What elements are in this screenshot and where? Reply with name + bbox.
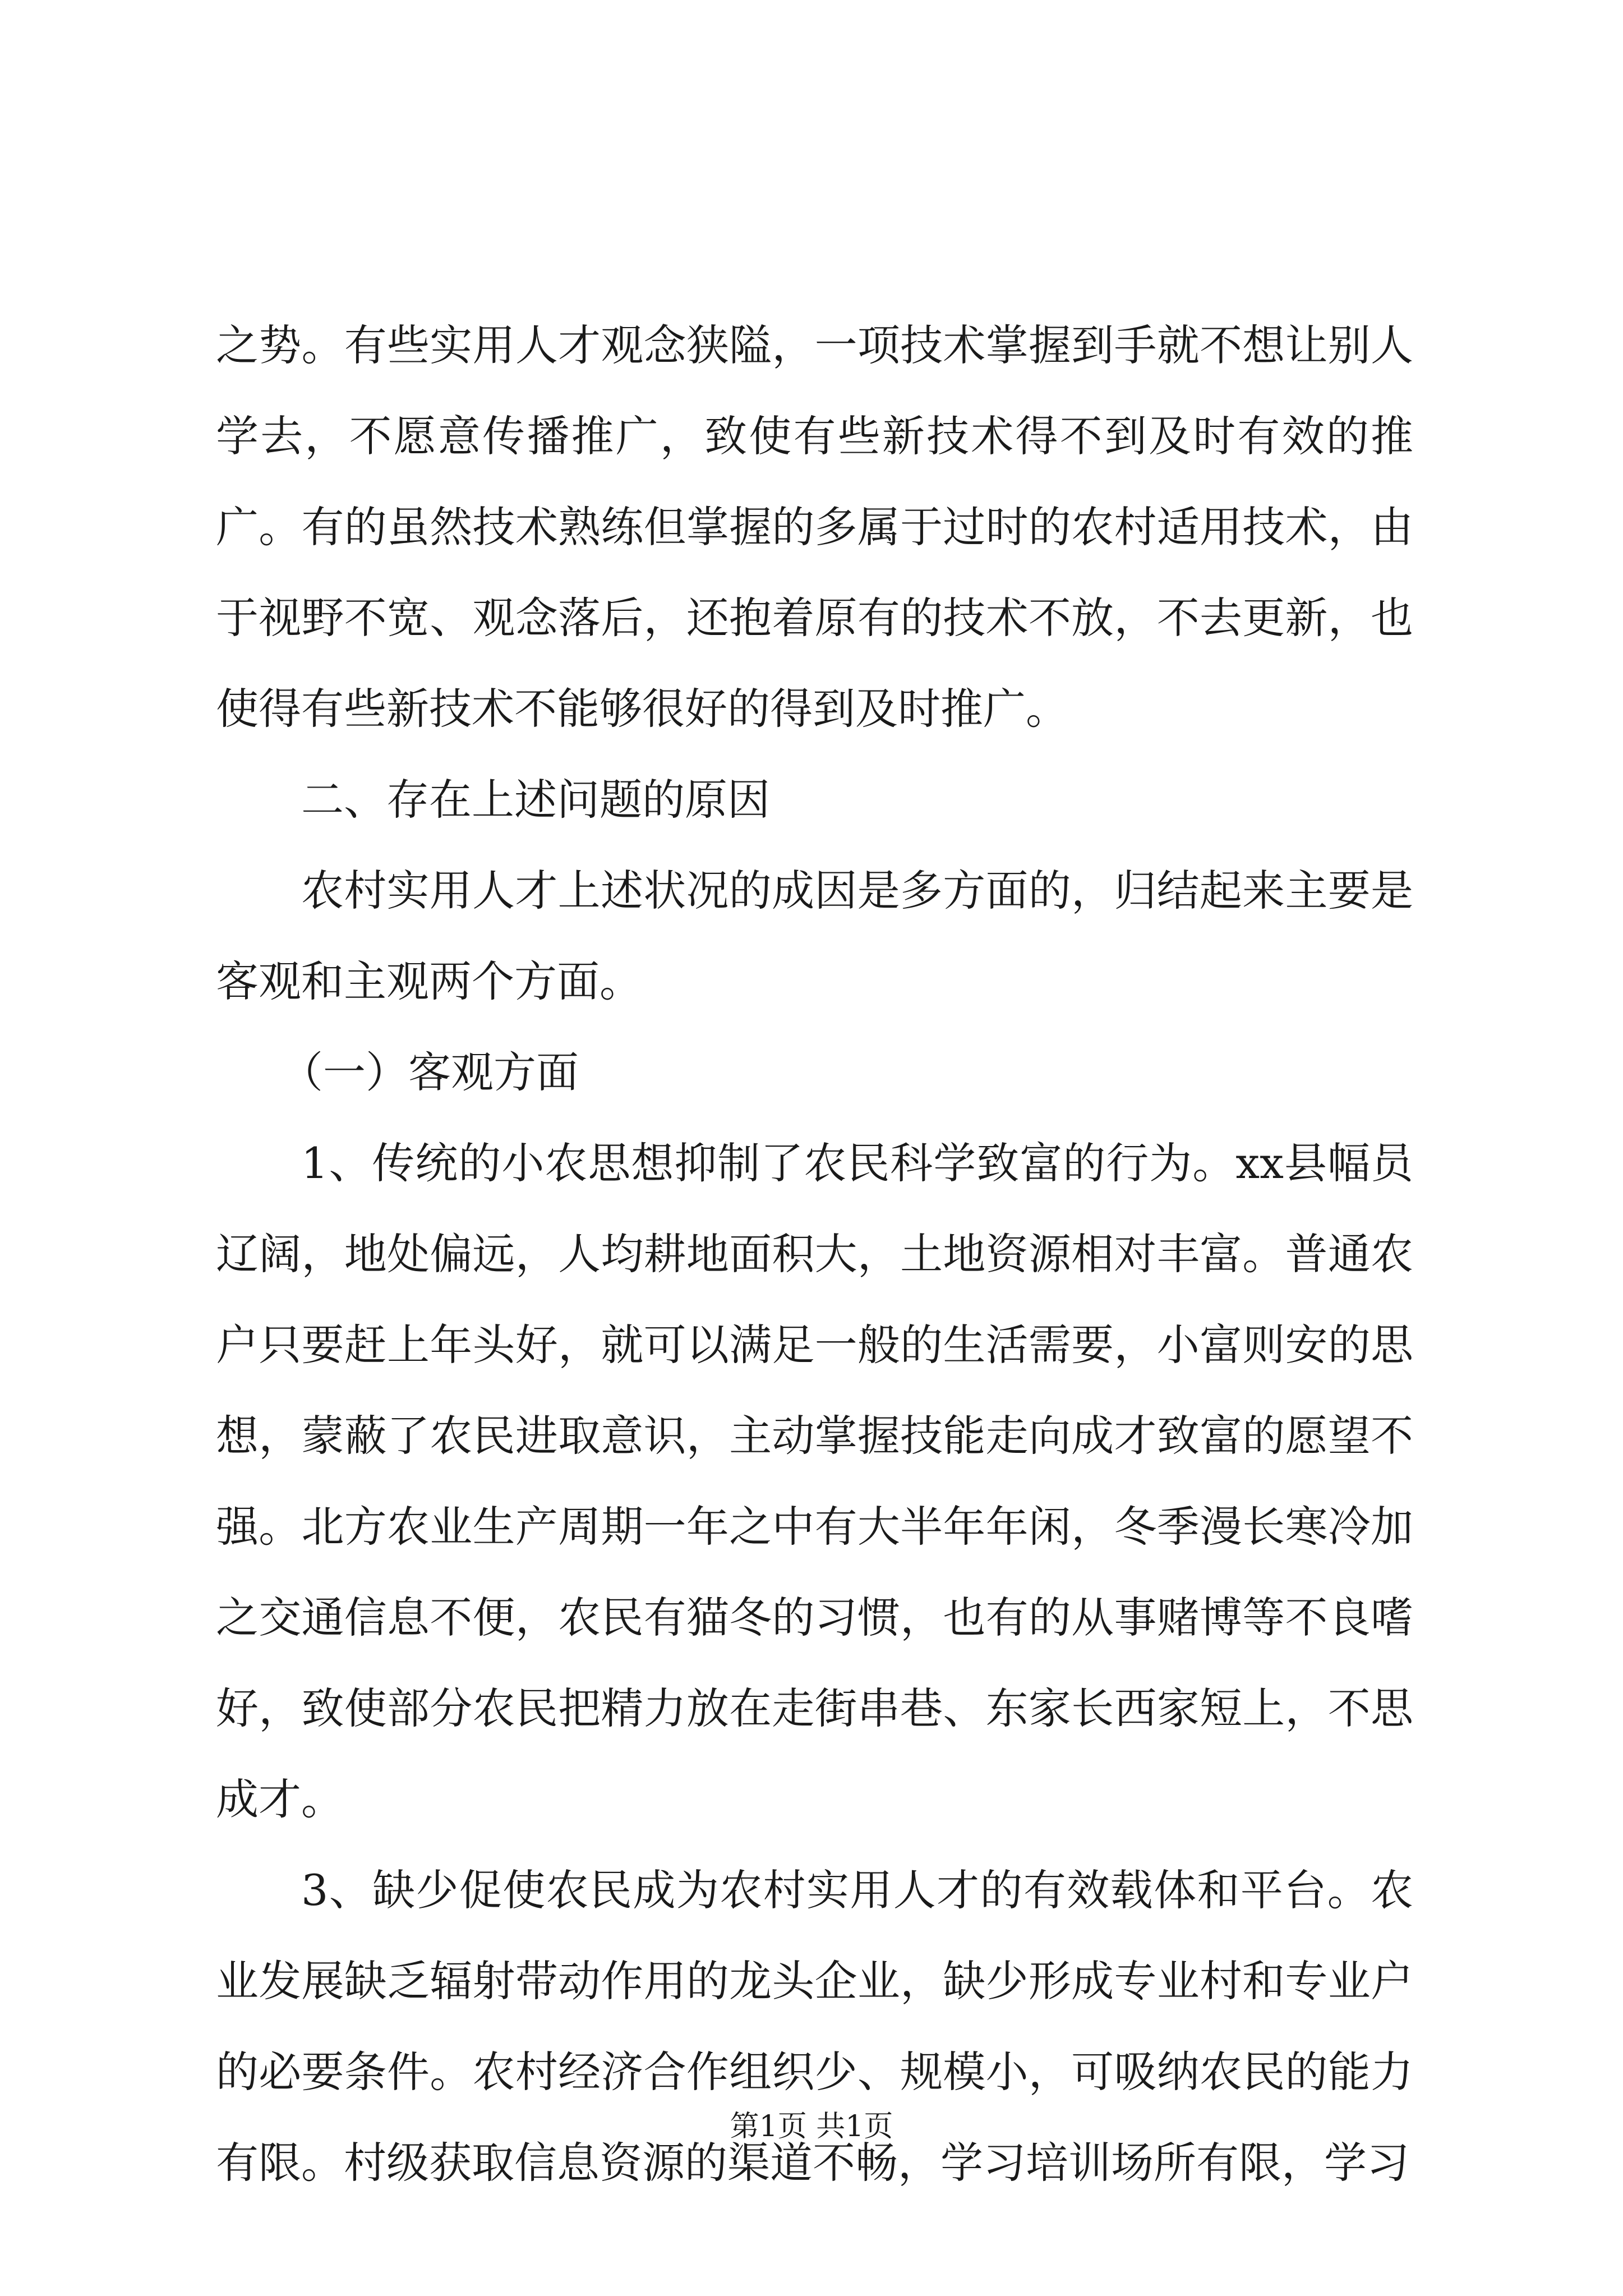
document-body	[216, 300, 1413, 2208]
subsection-heading: （一）客观方面	[280, 1047, 579, 1097]
paragraph-intro: 农村实用人才上述状况的成因是多方面的，归结起来主要是客观和主观两个方面。	[216, 866, 1413, 1006]
paragraph-continuation: 之势。有些实用人才观念狭隘，一项技术掌握到手就不想让别人学去，不愿意传播推广，致使有些新技术得不到及时有效的推广。有的虽然技术熟练但掌握的多属于过时的农村适用技术，由于视野不宽、观念落后，还抱着原有的技术不放，不去更新，也使得有些新技术不能够很好的得到及时推广。	[216, 320, 1413, 734]
paragraph-point-3: 3、缺少促使农民成为农村实用人才的有效载体和平台。农业发展缺乏辐射带动作用的龙头企业，缺少形成专业村和专业户的必要条件。农村经济合作组织少、规模小，可吸纳农民的能力有限。村级获取信息资源的渠道不畅，学习培训场所有限，学习	[216, 1865, 1413, 2188]
page-footer: 第1页 共1页	[730, 2110, 893, 2143]
section-heading: 二、存在上述问题的原因	[301, 775, 770, 825]
paragraph-point-1: 1、传统的小农思想抑制了农民科学致富的行为。xx县幅员辽阔，地处偏远，人均耕地面积大，土地资源相对丰富。普通农户只要赶上年头好，就可以满足一般的生活需要，小富则安的思想，蒙蔽了农民进取意识，主动掌握技能走向成才致富的愿望不强。北方农业生产周期一年之中有大半年年闲，冬季漫长寒冷加之交通信息不便，农民有猫冬的习惯，也有的从事赌博等不良嗜好，致使部分农民把精力放在走街串巷、东家长西家短上，不思成才。	[216, 1138, 1413, 1824]
